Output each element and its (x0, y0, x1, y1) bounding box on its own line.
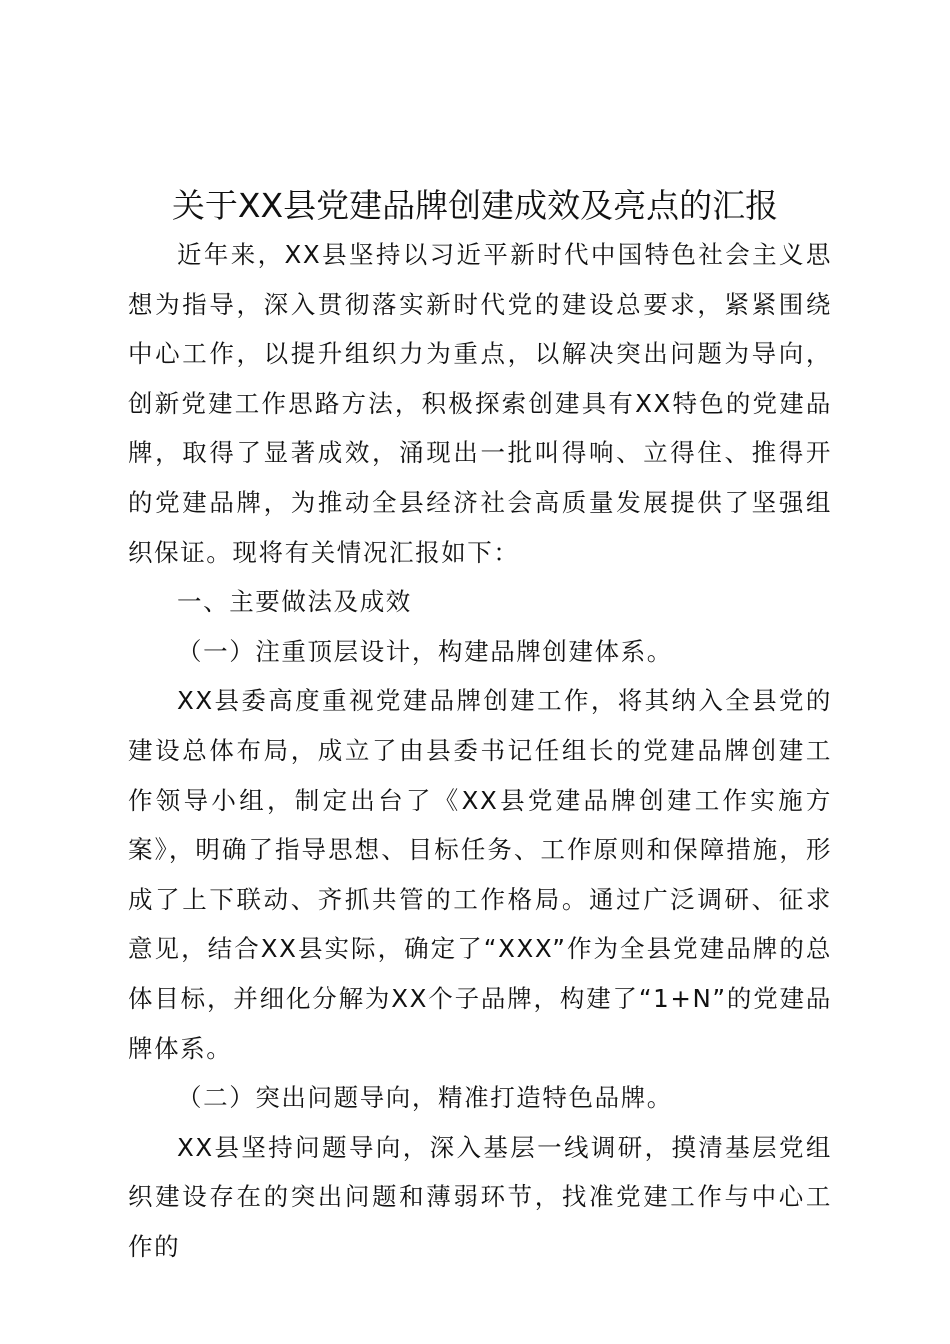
section-heading-main-practices: 一、主要做法及成效 (177, 587, 412, 617)
document-title: 关于XX县党建品牌创建成效及亮点的汇报 (171, 186, 779, 225)
subsection-heading-problem-oriented: （二）突出问题导向，精准打造特色品牌。 (177, 1083, 673, 1113)
document-body (128, 230, 832, 1271)
paragraph-problem-oriented: XX县坚持问题导向，深入基层一线调研，摸清基层党组织建设存在的突出问题和薄弱环节，找准党建工作与中心工作的 (128, 1132, 832, 1261)
subsection-heading-top-level-design: （一）注重顶层设计，构建品牌创建体系。 (177, 636, 673, 666)
paragraph-top-level-design: XX县委高度重视党建品牌创建工作，将其纳入全县党的建设总体布局，成立了由县委书记任组长的党建品牌创建工作领导小组，制定出台了《XX县党建品牌创建工作实施方案》，明确了指导思想、目标任务、工作原则和保障措施，形成了上下联动、齐抓共管的工作格局。通过广泛调研、征求意见，结合XX县实际，确定了“XXX”作为全县党建品牌的总体目标，并细化分解为XX个子品牌，构建了“1+N”的党建品牌体系。 (128, 686, 832, 1063)
paragraph-intro: 近年来，XX县坚持以习近平新时代中国特色社会主义思想为指导，深入贯彻落实新时代党的建设总要求，紧紧围绕中心工作，以提升组织力为重点，以解决突出问题为导向，创新党建工作思路方法，积极探索创建具有XX特色的党建品牌，取得了显著成效，涌现出一批叫得响、立得住、推得开的党建品牌，为推动全县经济社会高质量发展提供了坚强组织保证。现将有关情况汇报如下： (128, 240, 832, 567)
